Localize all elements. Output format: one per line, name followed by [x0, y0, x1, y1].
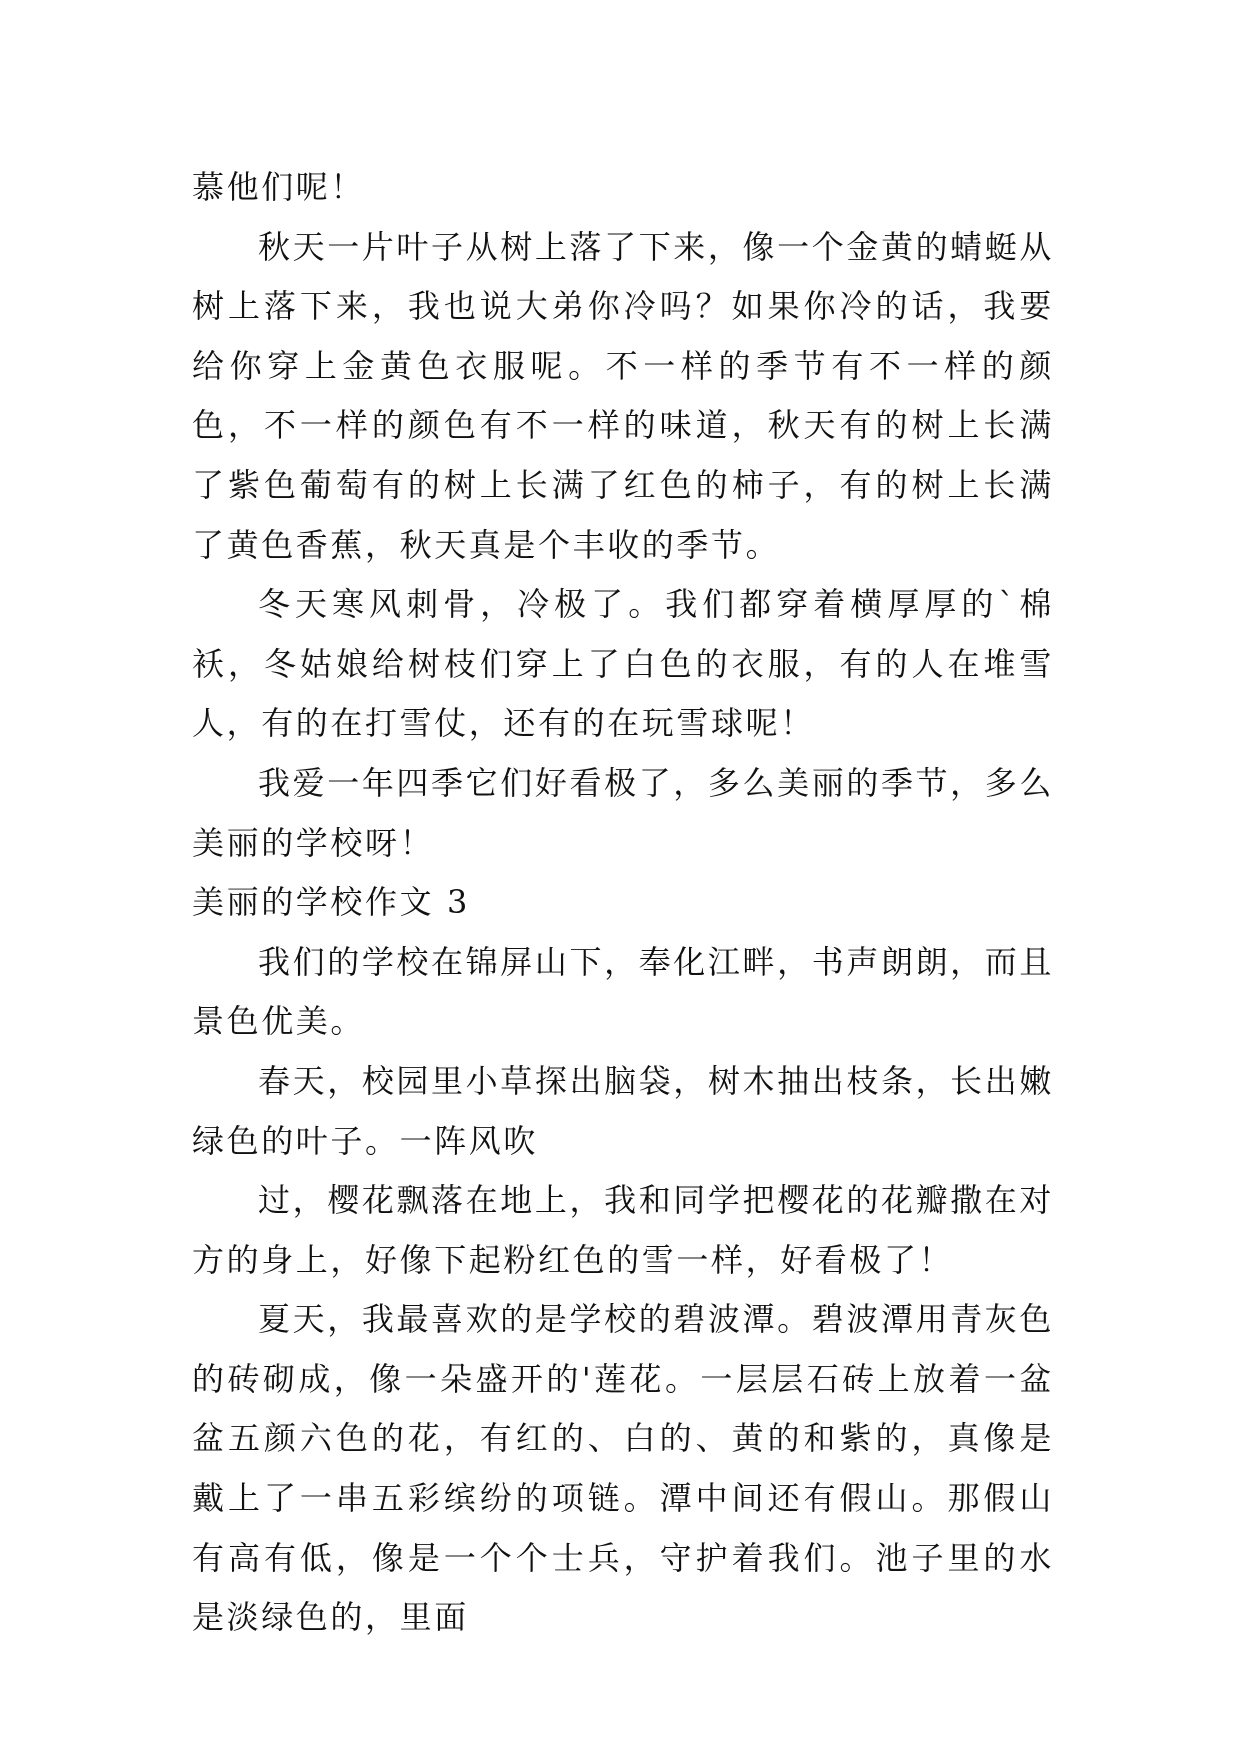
- paragraph-cherry-blossom: 过，樱花飘落在地上，我和同学把樱花的花瓣撒在对方的身上，好像下起粉红色的雪一样，好看极了！: [192, 1181, 1054, 1279]
- paragraph-continuation: 慕他们呢！: [192, 168, 366, 206]
- paragraph-winter: 冬天寒风刺骨，冷极了。我们都穿着横厚厚的`棉袄，冬姑娘给树枝们穿上了白色的衣服，有的人在堆雪人，有的在打雪仗，还有的在玩雪球呢！: [192, 585, 1054, 743]
- paragraph-spring: 春天，校园里小草探出脑袋，树木抽出枝条，长出嫩绿色的叶子。一阵风吹: [192, 1061, 1054, 1160]
- essay-heading: 美丽的学校作文 3: [192, 883, 470, 922]
- paragraph-summer: 夏天，我最喜欢的是学校的碧波潭。碧波潭用青灰色的砖砌成，像一朵盛开的'莲花。一层层石砖上放着一盆盆五颜六色的花，有红的、白的、黄的和紫的，真像是戴上了一串五彩缤纷的项链。潭中间还有假山。那假山有高有低，像是一个个士兵，守护着我们。池子里的水是淡绿色的，里面: [192, 1300, 1054, 1637]
- paragraph-four-seasons: 我爱一年四季它们好看极了，多么美丽的季节，多么美丽的学校呀！: [192, 763, 1054, 862]
- paragraph-autumn: 秋天一片叶子从树上落了下来，像一个金黄的蜻蜓从树上落下来，我也说大弟你冷吗？如果你冷的话，我要给你穿上金黄色衣服呢。不一样的季节有不一样的颜色，不一样的颜色有不一样的味道，秋天有的树上长满了紫色葡萄有的树上长满了红色的柿子，有的树上长满了黄色香蕉，秋天真是个丰收的季节。: [192, 227, 1054, 564]
- document-body: [192, 158, 1054, 1648]
- paragraph-school-location: 我们的学校在锦屏山下，奉化江畔，书声朗朗，而且景色优美。: [192, 942, 1054, 1041]
